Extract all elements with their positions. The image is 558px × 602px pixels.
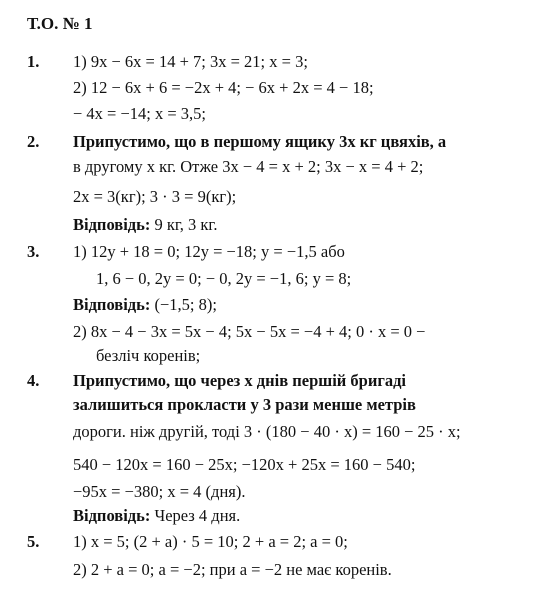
problem-3-number: 3. <box>27 242 40 261</box>
answer-text: (−1,5; 8); <box>150 295 217 314</box>
problem-3-line-2: 1, 6 − 0, 2y = 0; − 0, 2y = −1, 6; y = 8; <box>96 269 352 288</box>
problem-3-line-1: 1) 12y + 18 = 0; 12y = −18; y = −1,5 або <box>73 242 345 261</box>
problem-4-number: 4. <box>27 371 40 390</box>
problem-4-line-5: −95x = −380; x = 4 (дня). <box>73 482 246 501</box>
answer-text: 9 кг, 3 кг. <box>150 215 218 234</box>
problem-2-number: 2. <box>27 132 40 151</box>
problem-2-line-2: в другому x кг. Отже 3x − 4 = x + 2; 3x − x = 4 + 2; <box>73 157 424 176</box>
page-heading: Т.О. № 1 <box>27 14 93 33</box>
problem-2-line-1: Припустимо, що в першому ящику 3x кг цвяхів, а <box>73 132 447 151</box>
problem-1-line-3: − 4x = −14; x = 3,5; <box>73 104 207 123</box>
problem-4-line-2: залишиться прокласти у 3 рази менше метрів <box>73 395 416 414</box>
problem-3-line-4: безліч коренів; <box>96 346 201 365</box>
problem-4-answer <box>73 505 240 527</box>
problem-1-line-1: 1) 9x − 6x = 14 + 7; 3x = 21; x = 3; <box>73 52 308 71</box>
problem-1-line-2: 2) 12 − 6x + 6 = −2x + 4; − 6x + 2x = 4 − 18; <box>73 78 374 97</box>
problem-2-answer <box>73 214 217 236</box>
problem-4-line-3: дороги. ніж другій, тоді 3 · (180 − 40 · x) = 160 − 25 · x; <box>73 422 461 441</box>
problem-1-number: 1. <box>27 52 40 71</box>
problem-3-line-3: 2) 8x − 4 − 3x = 5x − 4; 5x − 5x = −4 + 4; 0 · x = 0 − <box>73 322 426 341</box>
problem-5-number: 5. <box>27 532 40 551</box>
problem-5-line-2: 2) 2 + a = 0; a = −2; при a = −2 не має коренів. <box>73 560 392 579</box>
problem-2-line-3: 2x = 3(кг); 3 · 3 = 9(кг); <box>73 187 237 206</box>
answer-label: Відповідь: <box>73 215 151 234</box>
problem-4-line-4: 540 − 120x = 160 − 25x; −120x + 25x = 160 − 540; <box>73 455 416 474</box>
problem-4-line-1: Припустимо, що через x днів першій бригаді <box>73 371 407 390</box>
answer-label: Відповідь: <box>73 506 151 525</box>
problem-5-line-1: 1) x = 5; (2 + a) · 5 = 10; 2 + a = 2; a = 0; <box>73 532 348 551</box>
problem-3-answer <box>73 294 217 316</box>
answer-label: Відповідь: <box>73 295 151 314</box>
answer-text: Через 4 дня. <box>150 506 241 525</box>
